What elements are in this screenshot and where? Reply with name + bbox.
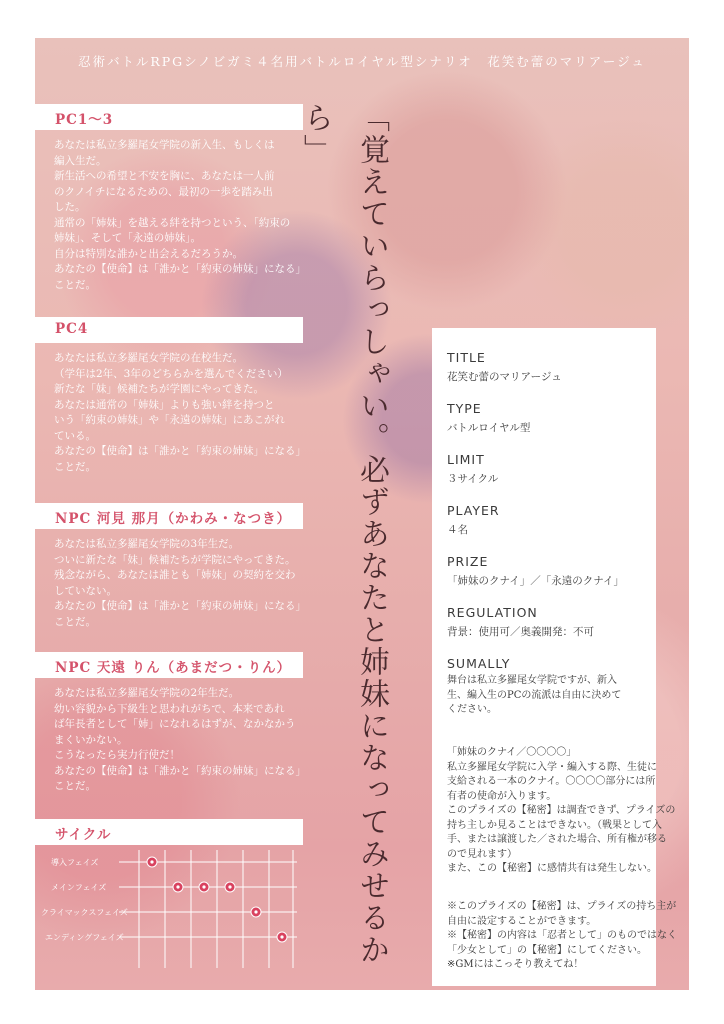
section-text-pc4 — [54, 351, 306, 475]
cycle-diagram — [35, 850, 303, 980]
text-line: 「姉妹のクナイ／〇〇〇〇」 — [447, 747, 577, 758]
text-line: ので見れます） — [447, 848, 517, 860]
info-label-limit: LIMIT — [447, 452, 485, 467]
section-title-pc4: PC4 — [55, 321, 89, 337]
phase-label-climax: クライマックスフェイズ — [41, 908, 128, 917]
phase-label-intro: 導入フェイズ — [51, 858, 99, 867]
text-line: のクノイチになるための、最初の一歩を踏み出 — [54, 185, 273, 198]
section-bar-npc-amadatsu — [35, 652, 303, 678]
text-line: あなたは私立多羅尾女学院の新入生、もしくは — [54, 139, 275, 151]
text-line: 残念ながら、あなたは誰とも「姉妹」の契約を交わ — [54, 569, 296, 581]
text-line: ください。 — [447, 704, 497, 715]
text-line: ば年長者として「姉」になれるはずが、なかなかう — [54, 718, 296, 730]
info-label-title: TITLE — [447, 350, 486, 365]
text-line: ※【秘密】の内容は「忍者として」のものではなく — [447, 930, 677, 941]
section-bar-cycle — [35, 819, 303, 845]
grid-lines — [119, 850, 297, 968]
info-label-summary: SUMALLY — [447, 656, 511, 671]
text-line: あなたの【使命】は「誰かと「約束の姉妹」になる」 — [54, 600, 306, 612]
info-value-player: ４名 — [447, 524, 468, 536]
text-line: ※GMにはこっそり教えてね！ — [447, 959, 584, 970]
text-line: ※このプライズの【秘密】は、プライズの持ち主が — [447, 901, 677, 912]
info-prize-note — [447, 746, 676, 877]
info-notes — [447, 900, 677, 973]
text-line: 自由に設定することができます。 — [447, 915, 597, 927]
phase-label-main: メインフェイズ — [51, 883, 107, 892]
text-line: あなたは私立多羅尾女学院の3年生だ。 — [54, 538, 240, 550]
text-line: していない。 — [54, 584, 117, 597]
text-line: 新生活への希望と不安を胸に、あなたは一人前 — [54, 170, 275, 182]
info-value-prize: 「姉妹のクナイ」／「永遠のクナイ」 — [447, 575, 625, 587]
section-text-pc1-3 — [54, 138, 306, 293]
text-line: 新たな「妹」候補たちが学園にやってきた。 — [54, 383, 264, 395]
text-line: いう「約束の姉妹」や「永遠の姉妹」にあこがれ — [54, 414, 285, 426]
section-text-npc-amadatsu — [54, 686, 306, 795]
text-line: 幼い容貌から下級生と思われがちで、本来であれ — [54, 702, 285, 715]
info-value-limit: ３サイクル — [447, 473, 499, 485]
info-summary-text — [447, 674, 649, 718]
text-line: ている。 — [54, 429, 96, 442]
section-title-npc-amadatsu: NPC 天遠 りん（あまだつ・りん） — [55, 660, 292, 676]
section-title-pc1-3: PC1〜3 — [55, 112, 114, 128]
flower-icon — [225, 882, 235, 892]
text-line: ことだ。 — [54, 615, 96, 628]
text-line: 自分は特別な誰かと出会えるだろうか。 — [54, 247, 243, 260]
sheet-header: 忍術バトルRPGシノビガミ４名用バトルロイヤル型シナリオ 花笑む蕾のマリアージュ — [78, 54, 646, 69]
info-value-title: 花笑む蕾のマリアージュ — [447, 371, 562, 383]
cycle-grid — [35, 850, 303, 980]
text-line: 「少女として」の【秘密】にしてください。 — [447, 944, 647, 956]
text-line: 有者の使命が入ります。 — [447, 790, 557, 802]
text-line: 支給される一本のクナイ。〇〇〇〇部分には所 — [447, 776, 656, 787]
info-value-type: バトルロイヤル型 — [447, 422, 531, 434]
text-line: あなたの【使命】は「誰かと「約束の姉妹」になる」 — [54, 445, 306, 457]
section-bar-pc4 — [35, 317, 303, 343]
text-line: した。 — [54, 201, 86, 213]
section-text-npc-kawami — [54, 537, 306, 630]
scenario-sheet — [35, 38, 689, 990]
info-label-prize: PRIZE — [447, 554, 489, 569]
text-line: 姉妹」、そして「永遠の姉妹」。 — [54, 232, 201, 244]
section-bar-pc1-3 — [35, 104, 303, 130]
text-line: あなたの【使命】は「誰かと「約束の姉妹」になる」 — [54, 263, 306, 275]
section-bar-npc-kawami — [35, 503, 303, 529]
section-title-cycle: サイクル — [55, 827, 112, 843]
text-line: こうなったら実力行使だ！ — [54, 749, 180, 761]
text-line: 手、または譲渡した／された場合、所有権が移る — [447, 834, 667, 845]
section-title-npc-kawami: NPC 河見 那月（かわみ・なつき） — [55, 511, 292, 527]
text-line: まくいかない。 — [54, 733, 128, 746]
text-line: 通常の「姉妹」を越える絆を持つという、「約束の — [54, 216, 291, 229]
flower-icon — [277, 932, 287, 942]
scenario-info-box — [432, 328, 677, 986]
info-label-type: TYPE — [447, 401, 482, 416]
text-line: ことだ。 — [54, 278, 96, 291]
flower-icon — [173, 882, 183, 892]
info-value-regulation: 背景：使用可／奥義開発：不可 — [447, 626, 594, 638]
text-line: 編入生だ。 — [54, 154, 107, 167]
text-line: あなたは私立多羅尾女学院の在校生だ。 — [54, 352, 243, 364]
text-line: あなたの【使命】は「誰かと「約束の姉妹」になる」 — [54, 764, 306, 777]
text-line: このプライズの【秘密】は調査できず、プライズの — [447, 805, 676, 816]
flower-icon — [251, 907, 261, 917]
text-line: また、この【秘密】に感情共有は発生しない。 — [447, 863, 657, 874]
text-line: 舞台は私立多羅尾女学院ですが、新入 — [447, 675, 617, 686]
text-line: ついに新たな「妹」候補たちが学院にやってきた。 — [54, 553, 296, 566]
info-label-player: PLAYER — [447, 503, 500, 518]
catchphrase: 「覚えていらっしゃい。必ずあなたと姉妹になってみせるから」 — [298, 102, 389, 966]
flower-icon — [147, 857, 157, 867]
text-line: ことだ。 — [54, 460, 96, 473]
text-line: 持ち主しか見ることはできない。（戦果として入 — [447, 819, 662, 831]
phase-label-ending: エンディングフェイズ — [45, 933, 124, 942]
text-line: （学年は2年、3年のどちらかを選んでください） — [54, 367, 288, 380]
text-line: 生、編入生のPCの流派は自由に決めて — [447, 689, 622, 701]
text-line: あなたは私立多羅尾女学院の2年生だ。 — [54, 687, 240, 699]
text-line: あなたは通常の「姉妹」よりも強い絆を持つと — [54, 398, 275, 411]
flower-icon — [199, 882, 209, 892]
text-line: ことだ。 — [54, 780, 96, 792]
text-line: 私立多羅尾女学院に入学・編入する際、生徒に — [447, 761, 657, 773]
info-label-regulation: REGULATION — [447, 605, 538, 620]
